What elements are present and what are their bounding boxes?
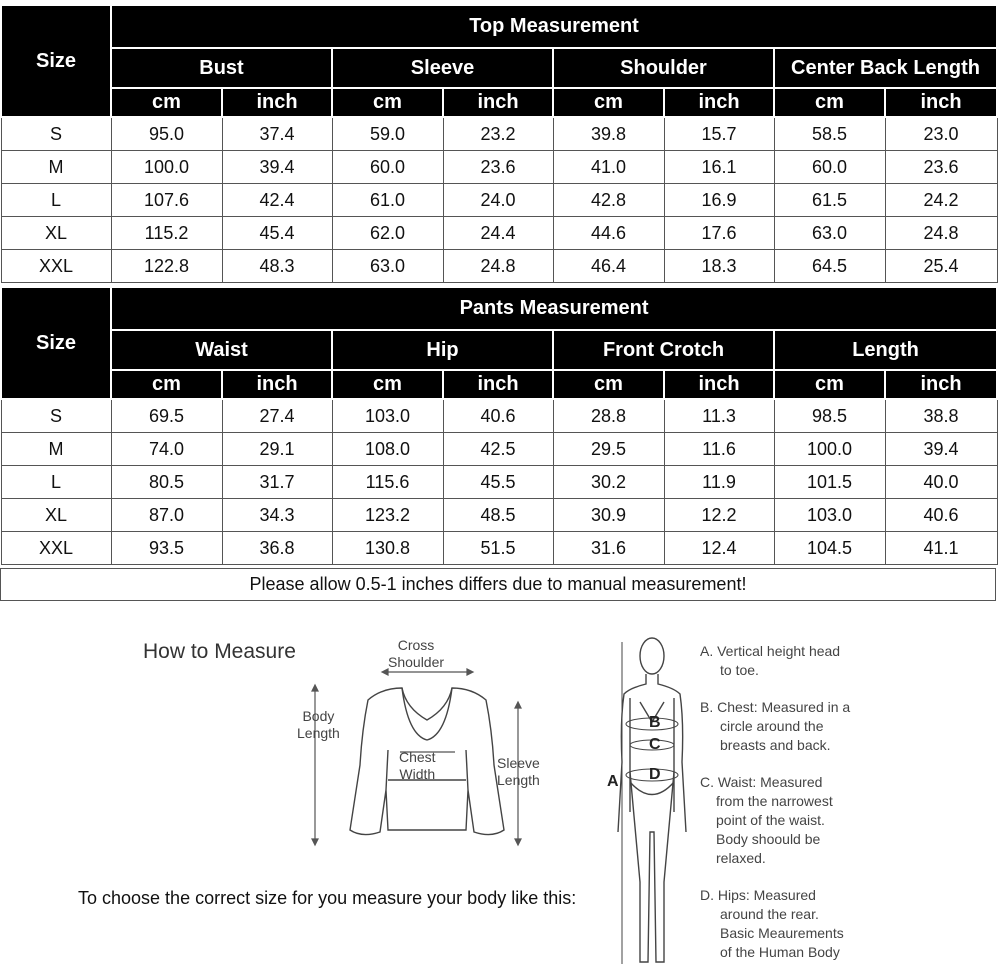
unit-header: inch [443, 88, 553, 117]
value-cell: 63.0 [774, 217, 885, 250]
value-cell: 28.8 [553, 399, 664, 433]
value-cell: 101.5 [774, 466, 885, 499]
value-cell: 63.0 [332, 250, 443, 283]
instruction-text: To choose the correct size for you measure your body like this: [78, 888, 577, 908]
measurement-note: Please allow 0.5-1 inches differs due to manual measurement! [0, 568, 996, 601]
value-cell: 103.0 [332, 399, 443, 433]
value-cell: 93.5 [111, 532, 222, 565]
value-cell: 41.1 [885, 532, 997, 565]
value-cell: 87.0 [111, 499, 222, 532]
table-row [1, 184, 997, 217]
legend-a: A. Vertical height head to toe. [700, 643, 841, 678]
value-cell: 115.2 [111, 217, 222, 250]
body-figure-diagram [600, 632, 700, 972]
unit-header: inch [443, 370, 553, 399]
value-cell: 24.4 [443, 217, 553, 250]
legend-b: B. Chest: Measured in a circle around the breasts and back. [700, 699, 851, 753]
unit-header: inch [885, 88, 997, 117]
value-cell: 58.5 [774, 117, 885, 151]
value-cell: 31.7 [222, 466, 332, 499]
size-cell: L [1, 466, 111, 499]
unit-header: cm [332, 88, 443, 117]
value-cell: 39.8 [553, 117, 664, 151]
value-cell: 42.4 [222, 184, 332, 217]
value-cell: 23.6 [443, 151, 553, 184]
table-row [1, 466, 997, 499]
value-cell: 11.9 [664, 466, 774, 499]
value-cell: 23.0 [885, 117, 997, 151]
figure-letter-d: D [649, 766, 661, 783]
value-cell: 115.6 [332, 466, 443, 499]
group-header: Shoulder [553, 48, 774, 88]
value-cell: 29.1 [222, 433, 332, 466]
value-cell: 40.6 [443, 399, 553, 433]
value-cell: 25.4 [885, 250, 997, 283]
value-cell: 107.6 [111, 184, 222, 217]
table-row [1, 250, 997, 283]
value-cell: 36.8 [222, 532, 332, 565]
value-cell: 45.4 [222, 217, 332, 250]
value-cell: 23.2 [443, 117, 553, 151]
unit-header: inch [885, 370, 997, 399]
group-header-row [1, 48, 997, 88]
value-cell: 48.3 [222, 250, 332, 283]
pants-measurement-table [0, 286, 998, 565]
figure-letter-c: C [649, 736, 661, 753]
value-cell: 12.2 [664, 499, 774, 532]
unit-header: inch [222, 88, 332, 117]
value-cell: 108.0 [332, 433, 443, 466]
legend-c: C. Waist: Measured from the narrowest point of the waist. Body shoould be relaxed. [700, 774, 833, 866]
value-cell: 29.5 [553, 433, 664, 466]
unit-header: cm [774, 88, 885, 117]
group-header: Waist [111, 330, 332, 370]
size-cell: L [1, 184, 111, 217]
group-header: Hip [332, 330, 553, 370]
size-header: Size [1, 5, 111, 117]
table-title: Pants Measurement [111, 287, 997, 330]
value-cell: 60.0 [774, 151, 885, 184]
value-cell: 16.9 [664, 184, 774, 217]
value-cell: 24.8 [885, 217, 997, 250]
size-cell: M [1, 433, 111, 466]
group-header: Length [774, 330, 997, 370]
value-cell: 34.3 [222, 499, 332, 532]
size-header: Size [1, 287, 111, 399]
unit-header-row [1, 370, 997, 399]
value-cell: 38.8 [885, 399, 997, 433]
group-header: Front Crotch [553, 330, 774, 370]
body-length-label: Body Length [297, 708, 340, 741]
table-row [1, 217, 997, 250]
size-cell: S [1, 399, 111, 433]
value-cell: 48.5 [443, 499, 553, 532]
cross-shoulder-label: Cross Shoulder [388, 637, 445, 670]
value-cell: 39.4 [885, 433, 997, 466]
value-cell: 51.5 [443, 532, 553, 565]
value-cell: 30.9 [553, 499, 664, 532]
value-cell: 27.4 [222, 399, 332, 433]
table-row [1, 433, 997, 466]
value-cell: 59.0 [332, 117, 443, 151]
unit-header: cm [774, 370, 885, 399]
value-cell: 98.5 [774, 399, 885, 433]
value-cell: 69.5 [111, 399, 222, 433]
value-cell: 122.8 [111, 250, 222, 283]
value-cell: 104.5 [774, 532, 885, 565]
value-cell: 23.6 [885, 151, 997, 184]
value-cell: 11.3 [664, 399, 774, 433]
value-cell: 31.6 [553, 532, 664, 565]
unit-header: cm [553, 370, 664, 399]
value-cell: 42.5 [443, 433, 553, 466]
how-to-measure-title: How to Measure [143, 640, 296, 663]
table-row [1, 499, 997, 532]
value-cell: 100.0 [774, 433, 885, 466]
value-cell: 42.8 [553, 184, 664, 217]
group-header: Bust [111, 48, 332, 88]
size-cell: XXL [1, 250, 111, 283]
value-cell: 64.5 [774, 250, 885, 283]
unit-header: cm [111, 370, 222, 399]
value-cell: 100.0 [111, 151, 222, 184]
table-row [1, 532, 997, 565]
unit-header: cm [111, 88, 222, 117]
group-header: Center Back Length [774, 48, 997, 88]
value-cell: 62.0 [332, 217, 443, 250]
value-cell: 18.3 [664, 250, 774, 283]
value-cell: 15.7 [664, 117, 774, 151]
value-cell: 17.6 [664, 217, 774, 250]
value-cell: 123.2 [332, 499, 443, 532]
top-measurement-table [0, 4, 998, 283]
table-row [1, 151, 997, 184]
value-cell: 60.0 [332, 151, 443, 184]
value-cell: 16.1 [664, 151, 774, 184]
value-cell: 40.6 [885, 499, 997, 532]
group-header: Sleeve [332, 48, 553, 88]
group-header-row [1, 330, 997, 370]
value-cell: 130.8 [332, 532, 443, 565]
value-cell: 95.0 [111, 117, 222, 151]
unit-header: cm [553, 88, 664, 117]
value-cell: 45.5 [443, 466, 553, 499]
value-cell: 80.5 [111, 466, 222, 499]
table-row [1, 399, 997, 433]
size-cell: M [1, 151, 111, 184]
value-cell: 44.6 [553, 217, 664, 250]
value-cell: 24.8 [443, 250, 553, 283]
value-cell: 46.4 [553, 250, 664, 283]
unit-header: cm [332, 370, 443, 399]
unit-header: inch [664, 88, 774, 117]
unit-header-row [1, 88, 997, 117]
unit-header: inch [222, 370, 332, 399]
value-cell: 39.4 [222, 151, 332, 184]
value-cell: 41.0 [553, 151, 664, 184]
chest-width-label: Chest Width [399, 749, 436, 782]
legend-d: D. Hips: Measured around the rear. Basic Meaurements of the Human Body [700, 887, 844, 960]
value-cell: 103.0 [774, 499, 885, 532]
unit-header: inch [664, 370, 774, 399]
sleeve-length-label: Sleeve Length [497, 755, 540, 788]
size-cell: XL [1, 499, 111, 532]
value-cell: 12.4 [664, 532, 774, 565]
value-cell: 11.6 [664, 433, 774, 466]
table-title: Top Measurement [111, 5, 997, 48]
value-cell: 61.5 [774, 184, 885, 217]
figure-letter-b: B [649, 714, 661, 731]
value-cell: 74.0 [111, 433, 222, 466]
value-cell: 24.2 [885, 184, 997, 217]
table-row [1, 117, 997, 151]
size-cell: XL [1, 217, 111, 250]
value-cell: 30.2 [553, 466, 664, 499]
size-cell: XXL [1, 532, 111, 565]
value-cell: 40.0 [885, 466, 997, 499]
value-cell: 24.0 [443, 184, 553, 217]
value-cell: 37.4 [222, 117, 332, 151]
value-cell: 61.0 [332, 184, 443, 217]
size-cell: S [1, 117, 111, 151]
figure-letter-a: A [607, 773, 619, 790]
